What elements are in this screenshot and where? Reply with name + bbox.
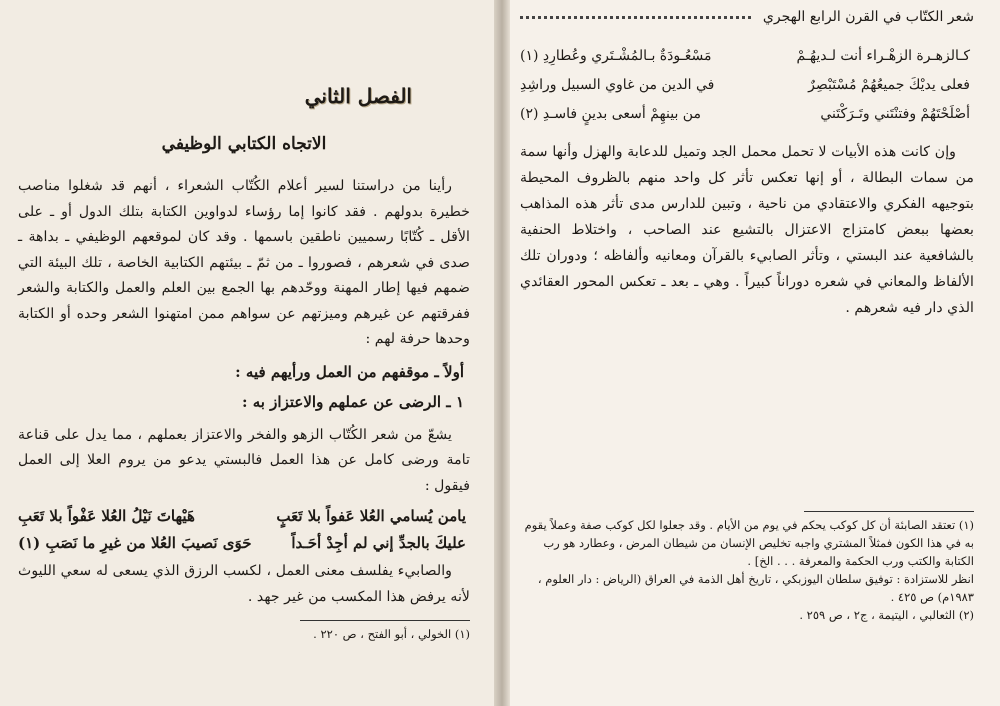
section-title: الاتجاه الكتابي الوظيفي (161, 134, 327, 154)
verse-hemistich-left: حَوَى نَصيبَ العُلا من غيرِ ما نَصَبِ (١) (18, 534, 252, 552)
verse-hemistich-left: من بينهِمْ أسعى بدينٍ فاسـدِ (٢) (520, 106, 701, 122)
verse-row (520, 100, 970, 129)
left-page (0, 0, 494, 706)
footnote-divider (300, 620, 470, 621)
verse-row (520, 71, 970, 100)
running-head-title: شعر الكتّاب في القرن الرابع الهجري (762, 9, 974, 25)
book-gutter (494, 0, 510, 706)
verse-row (18, 530, 466, 557)
footnote: (٢) الثعالبي ، اليتيمة ، ج٢ ، ص ٢٥٩ . (799, 608, 974, 622)
paragraph-2: يشعّ من شعر الكُتّاب الزهو والفخر والاعتزاز بعملهم ، مما يدل على قناعة تامة ورضى كامل عن هذا العمل فالبستي يدعو من يروم العلا إلى العمل فيقول : (18, 426, 470, 494)
footnote-divider (804, 511, 974, 512)
running-head-rule (520, 16, 751, 19)
verse-hemistich-right: عليكَ بالجدِّ إني لم أجِدْ أحَـداً (291, 534, 466, 552)
verse-hemistich-right: يامن يُسامي العُلا عَفواً بلا تَعَبٍ (276, 507, 466, 525)
paragraph-3: والصابيء يفلسف معنى العمل ، لكسب الرزق الذي يسعى له سعي الليوث لأنه يرفض هذا المكسب من غير جهد . (18, 563, 470, 605)
intro-paragraph: رأينا من دراستنا لسير أعلام الكُتّاب الشعراء ، أنهم قد شغلوا مناصب خطيرة بدولهم . فقد كانوا إما رؤساء لدواوين الكتابة بتلك الدول أو ـ على الأقل ـ كُتّابًا رسميين ناطقين باسمها . وقد كان لموقعهم الوظيفي ـ بداهة ـ صدى في شعرهم ، فصوروا ـ من ثمّ ـ بيئتهم الكتابية الخاصة ، تلك البيئة التي ضمهم فيها إطار المهنة ووحّدهم بها الجمع بين العلم والعمل والكتابة والشعر ففرقتهم عن غيرهم وميزتهم عن سواهم ممن امتهنوا الشعر وحده أو الكتابة وحدها حرفة لهم : (18, 178, 470, 347)
chapter-title: الفصل الثاني (304, 84, 412, 108)
verse-hemistich-left: مَسْعُـودَةٌ بـالمُشْـتَري وعُطارِدِ (١) (520, 48, 712, 64)
heading-2: ١ ـ الرضى عن عملهم والاعتزاز به : (241, 392, 464, 411)
footnote: (١) تعتقد الصابئة أن كل كوكب يحكم في يوم من الأيام . وقد جعلوا لكل كوكب صفة وعملاً يقوم به في هذا الكون فمثلاً المشتري واجبه تخليص الإنسان من شيطان المرض ، وعطارد هو رب الكتابة والكتب ورب الحكمة والمعرفة . . . الخ] . (524, 518, 974, 568)
right-page (510, 0, 1000, 706)
footnote-area (520, 511, 974, 624)
verse-row (520, 42, 970, 71)
verse-hemistich-right: أصْلَحْتَهُمْ وفتنْتَني وتَـرَكْتَني (820, 106, 970, 122)
verse-block-left (18, 503, 466, 557)
verse-row (18, 503, 466, 530)
running-head (520, 6, 974, 28)
heading-1: أولاً ـ موقفهم من العمل ورأيهم فيه : (235, 362, 464, 381)
verse-hemistich-left: هَيْهاتَ نَيْلُ العُلا عَفْواً بلا تَعَبِ (18, 507, 195, 525)
right-paragraph: وإن كانت هذه الأبيات لا تحمل محمل الجد وتميل للدعابة والهزل وأنها سمة من سمات البطالة ، أو إنها تعكس تأثر كل واحد منهم بالظروف المحيطة بتوجيهه الفكري والاعتقادي من ناحية ، وتبين للدارس مدى تأثر هذه المذاهب بعضها ببعض كامتزاج الاعتزال بالتشيع عند الصاحب ، واختلاط الحنفية بالشافعية عند البستي ، وتأثر الصابيء بالقرآن ومعانيه وألفاظه ؛ ودوران تلك الألفاظ والمعاني في شعره دوراناً كبيراً . وهي ـ بعد ـ تعكس المحور العقائدي الذي دار فيه شعرهم . (520, 144, 974, 316)
verse-hemistich-left: في الدين من غاوي السبيل وراشِدِ (520, 77, 715, 93)
verse-block-right (520, 42, 970, 129)
footnote: انظر للاستزادة : توفيق سلطان اليوزبكي ، تاريخ أهل الذمة في العراق (الرياض : دار العلوم ، ١٩٨٣م) ص ٤٢٥ . (537, 572, 974, 604)
verse-hemistich-right: فعلى يديْكَ جميعُهُمْ مُسْتَبْصِرٌ (808, 77, 970, 93)
footnote: (١) الخولي ، أبو الفتح ، ص ٢٢٠ . (313, 627, 470, 641)
verse-hemistich-right: كـالزهـرة الزهْـراء أنت لـديهُـمْ (796, 48, 970, 64)
